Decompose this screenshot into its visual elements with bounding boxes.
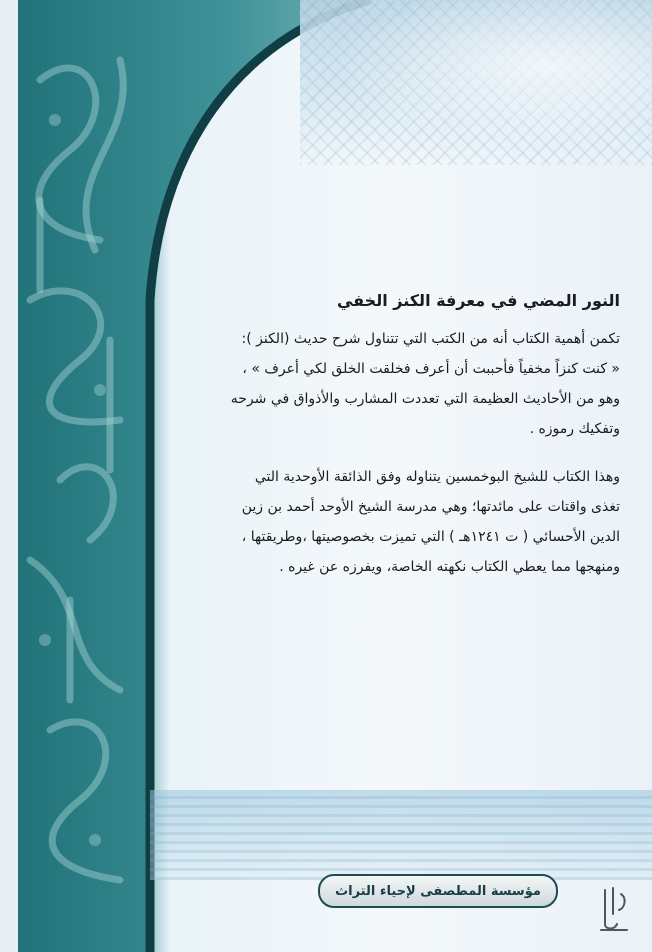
blurb-line: تكمن أهمية الكتاب أنه من الكتب التي تتناول شرح حديث (الكنز ): — [241, 331, 620, 347]
bottom-ornament — [150, 790, 652, 880]
book-title: النور المضي في معرفة الكنز الخفي — [336, 291, 620, 310]
publisher-name: مؤسسة المطصفى لإحياء التراث — [335, 883, 541, 899]
blurb-line: الدين الأحسائي ( ت ١٢٤١هـ ) التي تميزت بخصوصيتها ،وطريقتها ، — [241, 529, 620, 545]
blurb-line: وتفكيك رموزه . — [529, 421, 620, 437]
blurb-line: وهو من الأحاديث العظيمة التي تعددت المشارب والأذواق في شرحه — [230, 391, 620, 407]
paragraph-gap — [175, 444, 620, 462]
blurb-line: « كنت كنزاً مخفياً فأحببت أن أعرف فخلقت الخلق لكي أعرف » ، — [242, 361, 620, 377]
blurb-line: تغذى واقتات على مائدتها؛ وهي مدرسة الشيخ الأوحد أحمد بن زين — [241, 499, 620, 515]
top-ornament — [300, 0, 652, 165]
blurb-line: وهذا الكتاب للشيخ البوخمسين يتناوله وفق الذائقة الأوحدية التي — [254, 469, 620, 485]
blurb — [175, 286, 620, 582]
publisher-logo-icon — [597, 884, 631, 934]
blurb-line: ومنهجها مما يعطي الكتاب نكهته الخاصة، ويفرزه عن غيره . — [279, 559, 620, 575]
publisher-badge — [318, 874, 558, 908]
